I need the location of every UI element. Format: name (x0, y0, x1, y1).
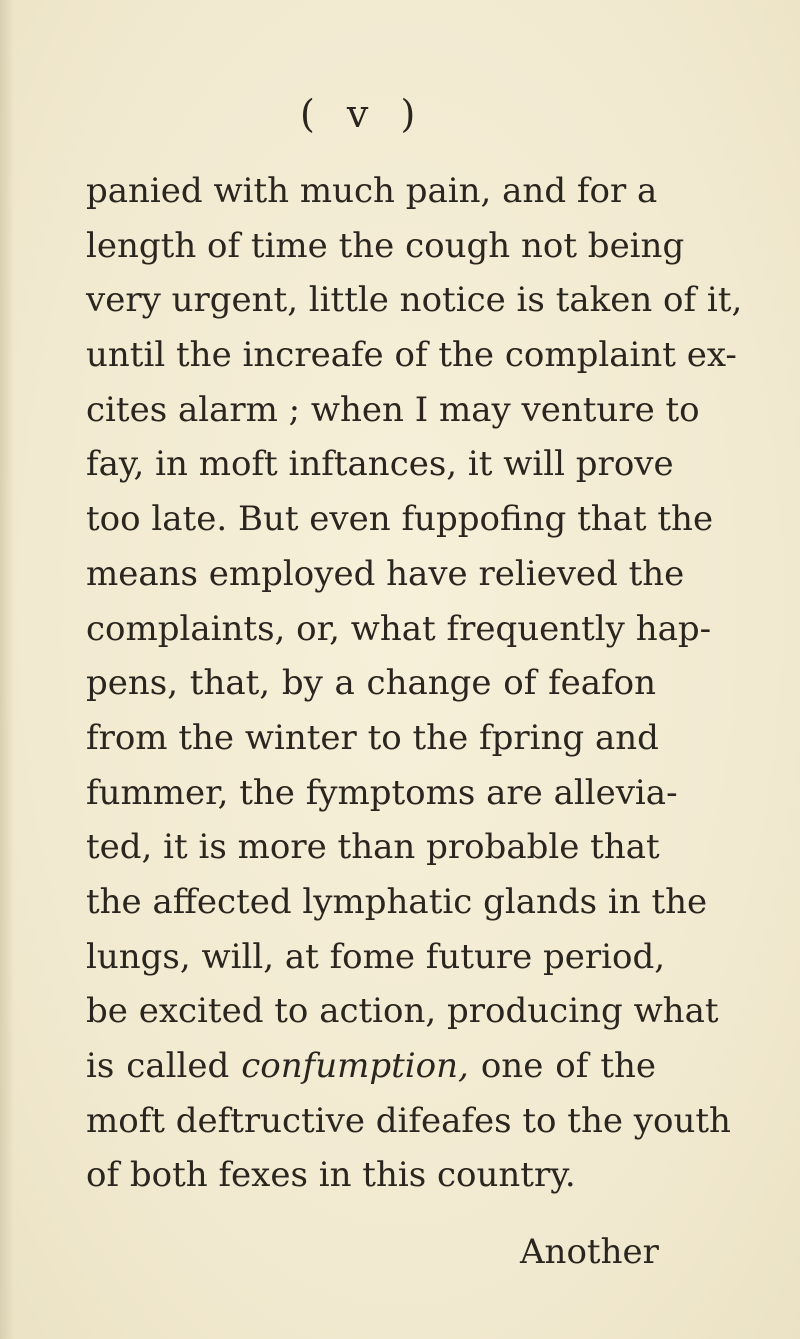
text-line: very urgent, little notice is taken of it, (86, 280, 743, 321)
text-line: moft deftructive difeafes to the youth (86, 1100, 731, 1141)
text-line: cites alarm ; when I may venture to (86, 389, 700, 430)
body-text (86, 164, 743, 1203)
text-line: pens, that, by a change of feafon (86, 663, 656, 704)
text-line: be excited to action, producing what (86, 991, 719, 1032)
italic-term: confumption, (241, 1046, 469, 1086)
text-line: fummer, the fymptoms are allevia- (86, 772, 678, 813)
text-line: means employed have relieved the (86, 553, 685, 594)
text-line: until the increafe of the complaint ex- (86, 335, 737, 376)
text-line: complaints, or, what frequently hap- (86, 608, 712, 649)
text-segment: one of the (480, 1046, 657, 1086)
page-number: ( v ) (300, 92, 426, 136)
catchword: Another (520, 1232, 659, 1272)
text-line-with-italic (86, 1039, 656, 1094)
text-segment: is called (86, 1046, 230, 1086)
text-line: fay, in moft inftances, it will prove (86, 444, 674, 485)
text-line: of both fexes in this country. (86, 1155, 576, 1196)
text-line: from the winter to the fpring and (86, 717, 659, 758)
text-line: the affected lymphatic glands in the (86, 881, 708, 922)
text-line: ted, it is more than probable that (86, 827, 660, 868)
text-line: panied with much pain, and for a (86, 171, 658, 211)
page-gutter-shadow (0, 0, 14, 1339)
text-line: too late. But even fuppofing that the (86, 499, 714, 540)
text-line: lungs, will, at fome future period, (86, 936, 666, 977)
text-line: length of time the cough not being (86, 225, 685, 266)
